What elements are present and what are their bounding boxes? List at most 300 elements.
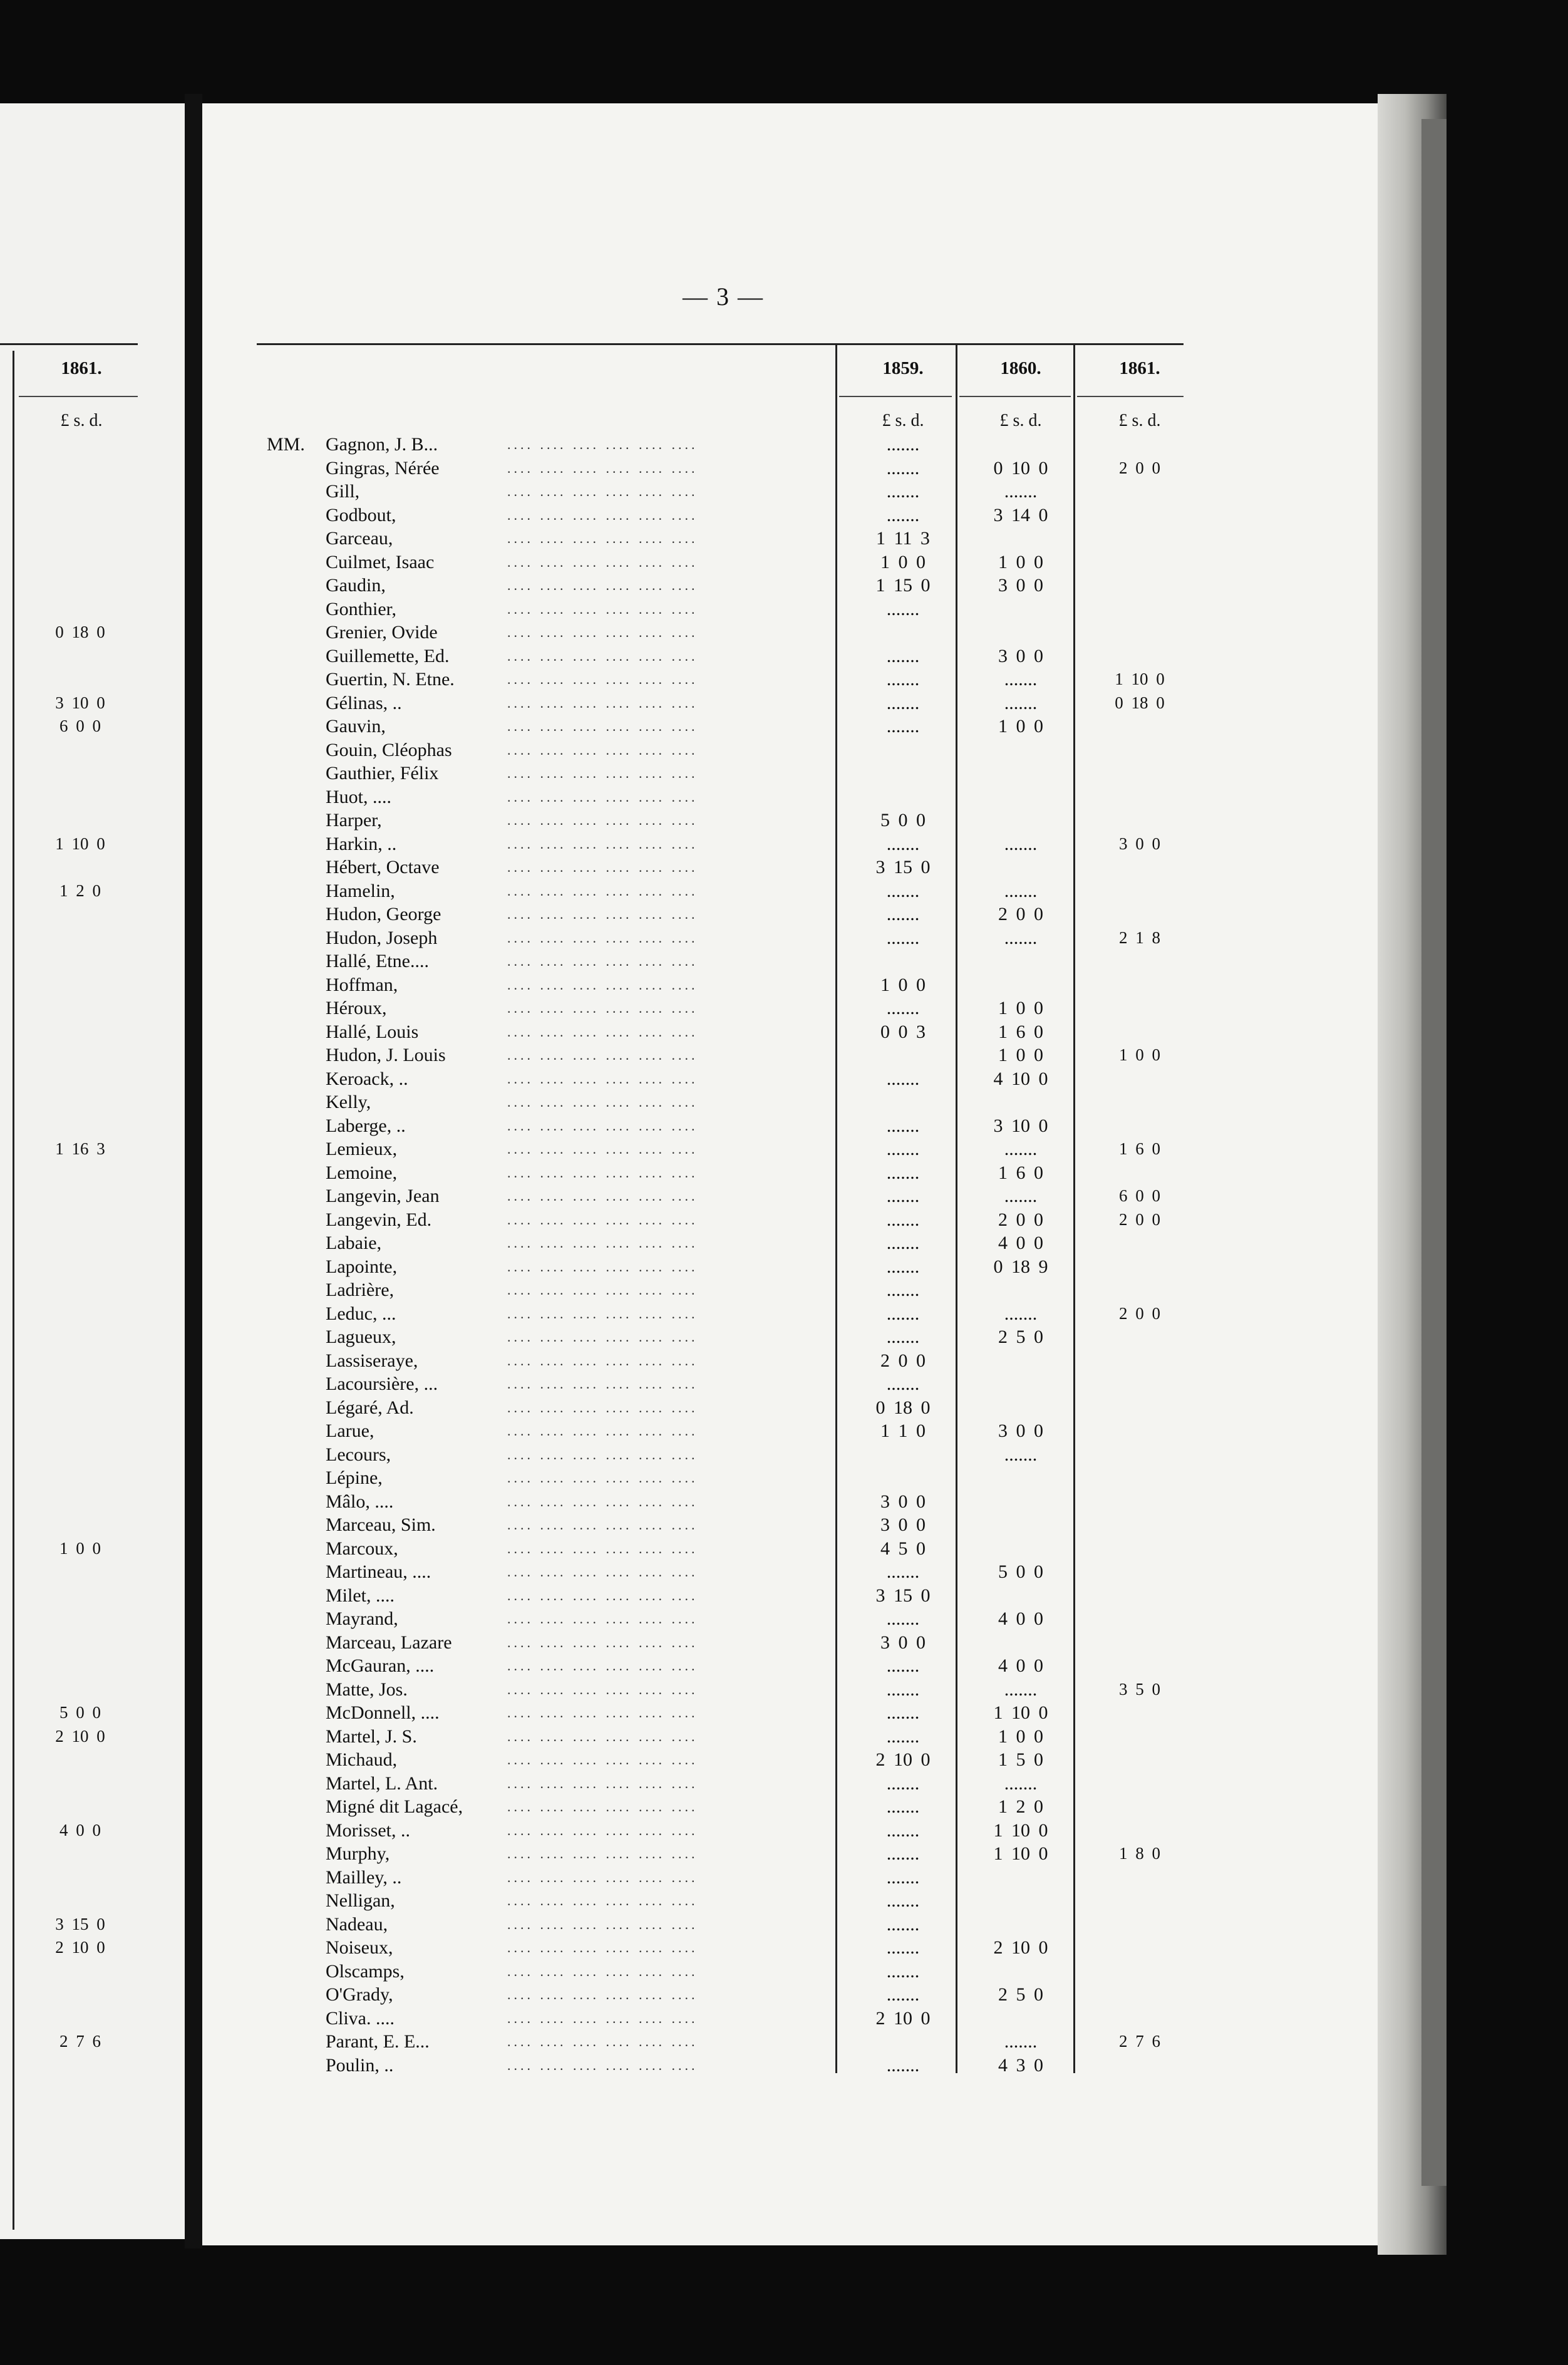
person-name: Olscamps, <box>326 1960 405 1982</box>
amount-1859: ....... <box>886 1796 920 1817</box>
amount-1860: 1 0 0 <box>998 998 1043 1018</box>
amount-1861: 1 8 0 <box>1119 1844 1160 1863</box>
person-name: Guertin, N. Etne. <box>326 669 455 690</box>
lsd-header-1861: £ s. d. <box>1118 411 1161 430</box>
left-page-amount-1861: 3 10 0 <box>55 693 105 712</box>
amount-1860: 4 0 0 <box>998 1655 1043 1676</box>
leader-dots: .... .... .... .... .... .... <box>507 1611 698 1627</box>
amount-1859: ....... <box>886 1984 920 2005</box>
list-row <box>0 1231 1568 1255</box>
header-1859: 1859. <box>882 358 924 378</box>
leader-dots: .... .... .... .... .... .... <box>507 1305 698 1322</box>
amount-1859: ....... <box>886 1655 920 1676</box>
list-row <box>0 1842 1568 1865</box>
list-row <box>0 1490 1568 1513</box>
person-name: Cliva. .... <box>326 2007 395 2029</box>
leader-dots: .... .... .... .... .... .... <box>507 1258 698 1275</box>
left-page-amount-1861: 0 18 0 <box>55 623 105 641</box>
list-row <box>0 433 1568 456</box>
list-row <box>0 1960 1568 1983</box>
list-row <box>0 1161 1568 1184</box>
list-row <box>0 2030 1568 2053</box>
amount-1859: ....... <box>886 1561 920 1582</box>
person-name: Hoffman, <box>326 974 398 995</box>
list-row <box>0 644 1568 668</box>
leader-dots: .... .... .... .... .... .... <box>507 460 698 476</box>
amount-1860: ....... <box>1004 692 1038 713</box>
leader-dots: .... .... .... .... .... .... <box>507 530 698 546</box>
amount-1859: ....... <box>886 1233 920 1253</box>
list-row <box>0 1302 1568 1325</box>
amount-1859: ....... <box>886 1819 920 1841</box>
person-name: Langevin, Jean <box>326 1186 440 1206</box>
leader-dots: .... .... .... .... .... .... <box>507 1963 698 1979</box>
person-name: Gélinas, .. <box>326 692 402 713</box>
leader-dots: .... .... .... .... .... .... <box>507 1728 698 1744</box>
list-row <box>0 1349 1568 1372</box>
leader-dots: .... .... .... .... .... .... <box>507 1987 698 2002</box>
amount-1859: ....... <box>886 1843 920 1864</box>
amount-1859: ....... <box>886 1702 920 1723</box>
amount-1860: 2 5 0 <box>998 1984 1043 2005</box>
amount-1859: 3 15 0 <box>875 857 931 877</box>
person-name: Hudon, George <box>326 904 441 924</box>
person-name: Milet, .... <box>326 1585 395 1606</box>
leader-dots: .... .... .... .... .... .... <box>507 1822 698 1838</box>
list-row <box>0 1278 1568 1302</box>
amount-1860: 1 0 0 <box>998 1045 1043 1065</box>
list-row <box>0 1772 1568 1795</box>
person-name: Poulin, .. <box>326 2054 394 2076</box>
amount-1859: ....... <box>886 504 920 525</box>
person-name: Morisset, .. <box>326 1819 410 1841</box>
leader-dots: .... .... .... .... .... .... <box>507 1423 698 1439</box>
amount-1861: 2 0 0 <box>1119 1209 1160 1229</box>
person-name: McDonnell, .... <box>326 1702 440 1723</box>
amount-1860: ....... <box>1004 1303 1038 1324</box>
amount-1860: ....... <box>1004 481 1038 502</box>
leader-dots: .... .... .... .... .... .... <box>507 882 698 899</box>
left-page-amount-1861: 3 15 0 <box>55 1914 105 1933</box>
person-name: Mailley, .. <box>326 1866 402 1888</box>
amount-1859: ....... <box>886 669 920 690</box>
leader-dots: .... .... .... .... .... .... <box>507 718 698 734</box>
person-name: Marceau, Sim. <box>326 1514 436 1535</box>
amount-1859: ....... <box>886 1726 920 1747</box>
person-name: Langevin, Ed. <box>326 1209 432 1230</box>
person-name: Hallé, Louis <box>326 1021 419 1042</box>
leader-dots: .... .... .... .... .... .... <box>507 648 698 664</box>
amount-1859: ....... <box>886 1256 920 1277</box>
amount-1860: 2 0 0 <box>998 1209 1043 1230</box>
list-row <box>0 1913 1568 1936</box>
person-name: Hallé, Etne.... <box>326 951 429 971</box>
header-1860: 1860. <box>1000 358 1041 378</box>
subheader-rule-1860 <box>959 396 1071 397</box>
person-name: Hudon, Joseph <box>326 927 438 948</box>
list-row <box>0 973 1568 996</box>
amount-1859: 1 0 0 <box>880 551 926 572</box>
leader-dots: .... .... .... .... .... .... <box>507 1070 698 1087</box>
left-page-amount-1861: 1 16 3 <box>55 1139 105 1158</box>
amount-1861: 2 0 0 <box>1119 458 1160 477</box>
person-name: Hudon, J. Louis <box>326 1045 446 1065</box>
leader-dots: .... .... .... .... .... .... <box>507 1352 698 1369</box>
list-row <box>0 598 1568 621</box>
person-name: Harper, <box>326 810 382 831</box>
list-row <box>0 1866 1568 1889</box>
amount-1859: 1 1 0 <box>880 1421 926 1441</box>
subheader-rule-1859 <box>839 396 952 397</box>
top-rule <box>257 343 1184 345</box>
amount-1860: 4 10 0 <box>993 1068 1048 1089</box>
leader-dots: .... .... .... .... .... .... <box>507 577 698 593</box>
leader-dots: .... .... .... .... .... .... <box>507 554 698 570</box>
list-row <box>0 1701 1568 1724</box>
person-name: Lemoine, <box>326 1162 398 1183</box>
leader-dots: .... .... .... .... .... .... <box>507 1188 698 1204</box>
amount-1860: 3 0 0 <box>998 575 1043 596</box>
list-row <box>0 1067 1568 1090</box>
list-row <box>0 926 1568 950</box>
amount-1860: 3 0 0 <box>998 645 1043 666</box>
amount-1859: ....... <box>886 1772 920 1794</box>
leader-dots: .... .... .... .... .... .... <box>507 812 698 828</box>
amount-1859: ....... <box>886 1608 920 1629</box>
person-name: Keroack, .. <box>326 1068 408 1089</box>
amount-1861: 0 18 0 <box>1115 693 1165 712</box>
leader-dots: .... .... .... .... .... .... <box>507 601 698 617</box>
amount-1859: 1 11 3 <box>876 528 930 549</box>
amount-1861: 1 10 0 <box>1115 670 1165 688</box>
person-name: Kelly, <box>326 1092 371 1112</box>
leader-dots: .... .... .... .... .... .... <box>507 2034 698 2049</box>
list-row <box>0 504 1568 527</box>
amount-1859: 2 10 0 <box>875 1749 931 1770</box>
amount-1859: ....... <box>886 1913 920 1935</box>
list-row <box>0 1654 1568 1677</box>
list-row <box>0 879 1568 903</box>
leader-dots: .... .... .... .... .... .... <box>507 1000 698 1016</box>
amount-1860: 1 10 0 <box>993 1843 1048 1864</box>
leader-dots: .... .... .... .... .... .... <box>507 1752 698 1767</box>
amount-1860: ....... <box>1004 1679 1038 1700</box>
person-name: Martel, L. Ant. <box>326 1772 438 1794</box>
leader-dots: .... .... .... .... .... .... <box>507 1658 698 1674</box>
person-name: Hamelin, <box>326 880 395 901</box>
amount-1859: ....... <box>886 1890 920 1911</box>
list-row <box>0 2007 1568 2030</box>
person-name: Martel, J. S. <box>326 1726 417 1747</box>
amount-1860: 3 14 0 <box>993 504 1048 525</box>
amount-1859: ....... <box>886 716 920 737</box>
left-page-amount-1861: 2 10 0 <box>55 1726 105 1746</box>
person-name: Gauvin, <box>326 716 386 737</box>
list-row <box>0 856 1568 879</box>
person-name: Lemieux, <box>326 1139 398 1159</box>
list-row <box>0 668 1568 691</box>
list-row <box>0 1466 1568 1489</box>
amount-1861: 1 6 0 <box>1119 1139 1160 1158</box>
list-row <box>0 551 1568 574</box>
amount-1859: ....... <box>886 692 920 713</box>
amount-1859: ....... <box>886 1115 920 1136</box>
amount-1860: ....... <box>1004 880 1038 901</box>
leader-dots: .... .... .... .... .... .... <box>507 1235 698 1251</box>
amount-1859: ....... <box>886 833 920 854</box>
amount-1861: 3 5 0 <box>1119 1679 1160 1699</box>
amount-1859: ....... <box>886 998 920 1018</box>
amount-1860: 1 10 0 <box>993 1702 1048 1723</box>
person-name: Migné dit Lagacé, <box>326 1796 463 1817</box>
amount-1859: ....... <box>886 904 920 924</box>
person-name: Lacoursière, ... <box>326 1374 438 1394</box>
list-row <box>0 1795 1568 1818</box>
list-row <box>0 903 1568 926</box>
amount-1860: 1 0 0 <box>998 716 1043 737</box>
leader-dots: .... .... .... .... .... .... <box>507 1141 698 1157</box>
person-name: Huot, .... <box>326 786 391 807</box>
leader-dots: .... .... .... .... .... .... <box>507 976 698 993</box>
amount-1860: 3 10 0 <box>993 1115 1048 1136</box>
person-name: Mâlo, .... <box>326 1491 394 1512</box>
person-name: Gauthier, Félix <box>326 763 439 784</box>
amount-1860: ....... <box>1004 1186 1038 1206</box>
amount-1860: ....... <box>1004 1444 1038 1465</box>
amount-1859: ....... <box>886 598 920 619</box>
amount-1859: ....... <box>886 457 920 479</box>
left-page-amount-1861: 2 7 6 <box>59 2032 101 2051</box>
amount-1859: ....... <box>886 1139 920 1159</box>
person-name: Leduc, ... <box>326 1303 396 1324</box>
person-name: Gagnon, J. B... <box>326 434 438 455</box>
list-row <box>0 1584 1568 1607</box>
amount-1860: 0 18 9 <box>993 1256 1048 1277</box>
amount-1861: 2 7 6 <box>1119 2032 1160 2051</box>
list-row <box>0 738 1568 762</box>
amount-1859: 0 18 0 <box>875 1397 931 1418</box>
leader-dots: .... .... .... .... .... .... <box>507 765 698 781</box>
leader-dots: .... .... .... .... .... .... <box>507 1446 698 1462</box>
person-name: Martineau, .... <box>326 1561 431 1582</box>
amount-1859: 4 5 0 <box>880 1538 926 1559</box>
person-name: Gaudin, <box>326 575 386 596</box>
amount-1859: ....... <box>886 1937 920 1958</box>
leader-dots: .... .... .... .... .... .... <box>507 929 698 946</box>
list-row <box>0 574 1568 597</box>
amount-1859: ....... <box>886 1679 920 1700</box>
list-row <box>0 785 1568 809</box>
list-row <box>0 1513 1568 1536</box>
list-row <box>0 1631 1568 1654</box>
list-row <box>0 1748 1568 1771</box>
leader-dots: .... .... .... .... .... .... <box>507 1846 698 1861</box>
amount-1860: 4 0 0 <box>998 1608 1043 1629</box>
lsd-header-1859: £ s. d. <box>882 411 924 430</box>
amount-1859: ....... <box>886 1186 920 1206</box>
amount-1860: ....... <box>1004 927 1038 948</box>
leader-dots: .... .... .... .... .... .... <box>507 507 698 523</box>
amount-1859: 0 0 3 <box>880 1021 926 1042</box>
person-name: Noiseux, <box>326 1937 393 1958</box>
amount-1859: 3 0 0 <box>880 1514 926 1535</box>
amount-1859: ....... <box>886 1162 920 1183</box>
list-row <box>0 1419 1568 1442</box>
amount-1860: 4 3 0 <box>998 2054 1043 2076</box>
page-number: — 3 — <box>683 282 764 311</box>
amount-1859: ....... <box>886 481 920 502</box>
person-name: Légaré, Ad. <box>326 1397 414 1418</box>
amount-1860: ....... <box>1004 2031 1038 2052</box>
amount-1860: 1 10 0 <box>993 1819 1048 1841</box>
leader-dots: .... .... .... .... .... .... <box>507 1799 698 1814</box>
person-name: O'Grady, <box>326 1984 393 2005</box>
list-row <box>0 2054 1568 2077</box>
amount-1860: ....... <box>1004 1139 1038 1159</box>
list-row <box>0 1537 1568 1560</box>
amount-1859: ....... <box>886 927 920 948</box>
amount-1859: 5 0 0 <box>880 810 926 831</box>
list-row <box>0 1819 1568 1842</box>
list-row <box>0 996 1568 1020</box>
amount-1859: ....... <box>886 2054 920 2076</box>
left-page-rule <box>0 343 138 345</box>
list-row <box>0 950 1568 973</box>
leader-dots: .... .... .... .... .... .... <box>507 859 698 875</box>
person-name: Gouin, Cléophas <box>326 739 452 760</box>
leader-dots: .... .... .... .... .... .... <box>507 1211 698 1228</box>
amount-1861: 2 1 8 <box>1119 928 1160 947</box>
amount-1859: ....... <box>886 434 920 455</box>
amount-1860: 2 0 0 <box>998 904 1043 924</box>
person-name: Parant, E. E... <box>326 2031 430 2052</box>
amount-1860: ....... <box>1004 669 1038 690</box>
amount-1860: 3 0 0 <box>998 1421 1043 1441</box>
amount-1861: 6 0 0 <box>1119 1186 1160 1205</box>
leader-dots: .... .... .... .... .... .... <box>507 1493 698 1509</box>
person-name: Grenier, Ovide <box>326 622 438 643</box>
person-name: Michaud, <box>326 1749 398 1770</box>
person-name: Gill, <box>326 481 360 502</box>
list-row <box>0 1255 1568 1278</box>
amount-1859: ....... <box>886 880 920 901</box>
list-row <box>0 1983 1568 2006</box>
person-name: Laberge, .. <box>326 1115 406 1136</box>
amount-1859: ....... <box>886 1068 920 1089</box>
amount-1859: 1 15 0 <box>875 575 931 596</box>
person-name: Marcoux, <box>326 1538 398 1559</box>
list-row <box>0 1184 1568 1208</box>
amount-1860: 1 0 0 <box>998 551 1043 572</box>
amount-1860: ....... <box>1004 833 1038 854</box>
left-page-amount-1861: 5 0 0 <box>59 1703 101 1722</box>
amount-1860: 4 0 0 <box>998 1233 1043 1253</box>
list-row <box>0 1043 1568 1067</box>
amount-1860: 1 6 0 <box>998 1162 1043 1183</box>
amount-1859: ....... <box>886 645 920 666</box>
leader-dots: .... .... .... .... .... .... <box>507 1047 698 1063</box>
left-lsd-header: £ s. d. <box>60 411 103 430</box>
subheader-rule-1861 <box>1077 396 1184 397</box>
list-row <box>0 480 1568 503</box>
amount-1860: 5 0 0 <box>998 1561 1043 1582</box>
person-name: Lépine, <box>326 1467 383 1488</box>
list-row <box>0 1208 1568 1231</box>
list-row <box>0 1607 1568 1630</box>
amount-1860: 1 5 0 <box>998 1749 1043 1770</box>
leader-dots: .... .... .... .... .... .... <box>507 953 698 969</box>
amount-1859: ....... <box>886 1866 920 1888</box>
amount-1859: 1 0 0 <box>880 974 926 995</box>
person-name: Hébert, Octave <box>326 857 440 877</box>
amount-1859: 2 10 0 <box>875 2007 931 2029</box>
list-row <box>0 1372 1568 1395</box>
list-row <box>0 1560 1568 1583</box>
person-name: Larue, <box>326 1421 374 1441</box>
leader-dots: .... .... .... .... .... .... <box>507 1775 698 1791</box>
leader-dots: .... .... .... .... .... .... <box>507 484 698 499</box>
amount-1859: ....... <box>886 1374 920 1394</box>
leader-dots: .... .... .... .... .... .... <box>507 1164 698 1181</box>
leader-dots: .... .... .... .... .... .... <box>507 789 698 805</box>
amount-1859: 3 0 0 <box>880 1491 926 1512</box>
amount-1859: 3 0 0 <box>880 1632 926 1653</box>
left-page-amount-1861: 1 10 0 <box>55 834 105 853</box>
leader-dots: .... .... .... .... .... .... <box>507 1023 698 1040</box>
amount-1860: 1 6 0 <box>998 1021 1043 1042</box>
amount-1859: ....... <box>886 1960 920 1982</box>
leader-dots: .... .... .... .... .... .... <box>507 1564 698 1580</box>
leader-dots: .... .... .... .... .... .... <box>507 1117 698 1134</box>
leader-dots: .... .... .... .... .... .... <box>507 1893 698 1908</box>
leader-dots: .... .... .... .... .... .... <box>507 1282 698 1298</box>
list-row <box>0 1678 1568 1701</box>
amount-1860: 2 10 0 <box>993 1937 1048 1958</box>
left-page-amount-1861: 1 2 0 <box>59 881 101 900</box>
person-name: Godbout, <box>326 504 396 525</box>
amount-1859: 3 15 0 <box>875 1585 931 1606</box>
person-name: Garceau, <box>326 528 393 549</box>
amount-1861: 1 0 0 <box>1119 1045 1160 1064</box>
list-row <box>0 457 1568 480</box>
person-name: Mayrand, <box>326 1608 398 1629</box>
person-name: Guillemette, Ed. <box>326 645 450 666</box>
leader-dots: .... .... .... .... .... .... <box>507 1517 698 1533</box>
person-name: Labaie, <box>326 1233 382 1253</box>
left-header-1861: 1861. <box>61 358 102 378</box>
amount-1861: 2 0 0 <box>1119 1303 1160 1323</box>
leader-dots: .... .... .... .... .... .... <box>507 1094 698 1110</box>
left-page-amount-1861: 6 0 0 <box>59 717 101 735</box>
list-row <box>0 762 1568 785</box>
left-subheader-rule <box>19 396 138 397</box>
leader-dots: .... .... .... .... .... .... <box>507 1940 698 1955</box>
amount-1859: ....... <box>886 1303 920 1324</box>
leader-dots: .... .... .... .... .... .... <box>507 2010 698 2026</box>
honorific-prefix: MM. <box>267 434 305 455</box>
list-row <box>0 809 1568 832</box>
list-row <box>0 1936 1568 1959</box>
person-name: Murphy, <box>326 1843 390 1864</box>
leader-dots: .... .... .... .... .... .... <box>507 906 698 922</box>
person-name: Lagueux, <box>326 1327 396 1347</box>
leader-dots: .... .... .... .... .... .... <box>507 836 698 852</box>
amount-1860: 1 0 0 <box>998 1726 1043 1747</box>
leader-dots: .... .... .... .... .... .... <box>507 1587 698 1603</box>
list-row <box>0 1137 1568 1161</box>
list-row <box>0 1090 1568 1114</box>
amount-1859: ....... <box>886 1280 920 1300</box>
